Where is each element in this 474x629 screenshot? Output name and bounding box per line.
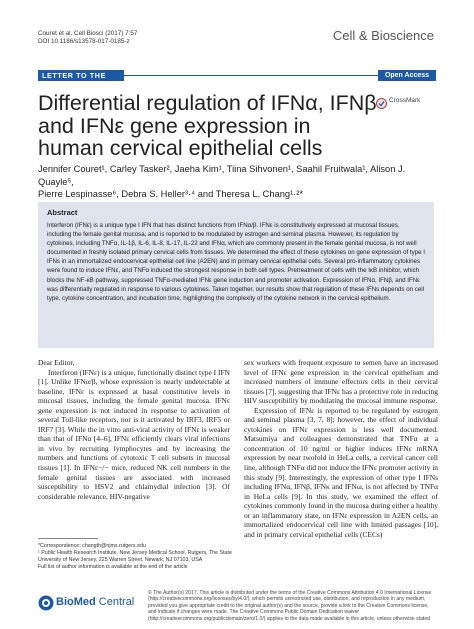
body-paragraph: Interferon (IFNε) is a unique, functionally distinct type I IFN [1]. Unlike IFNα/β, whose expression is nearly undetectable at baseline, IFNε is expressed at basal constitutive levels in mucosal tissues, including the female genital mucosa. IFNε gene expression is not induced in response to activation of several Toll-like receptors, nor is it activated by IRF3, IRF5 or IRF7 [3]. While the in vitro anti-viral activity of IFNε is weaker than that of IFNα [4–6], IFNε efficiently clears viral infections in vivo by recruiting lymphocytes and by increasing the numbers and functions of cytotoxic T cell subsets in mucosal tissues [1]. In IFNε−/− mice, reduced NK cell numbers in the female genital tissues are associated with increased susceptibility to HSV2 and chlamydial infection [3]. Of considerable relevance, HIV-negative — [38, 367, 230, 501]
publisher-name-rest: Central — [95, 596, 135, 608]
body-column-right — [244, 358, 438, 539]
footnotes — [38, 543, 238, 571]
article-title: Differential regulation of IFNα, IFNβ and IFNε gene expression in human cervical epithelial cells — [38, 91, 377, 160]
article-type-label: LETTER TO THE EDITOR — [38, 70, 124, 81]
affiliation-more-note: Full list of author information is available at the end of the article — [38, 564, 188, 570]
abstract-heading: Abstract — [47, 208, 78, 217]
open-access-badge: Open Access — [378, 70, 436, 81]
crossmark-button[interactable] — [376, 96, 436, 107]
footnote-divider — [38, 538, 98, 539]
publisher-name — [56, 596, 134, 608]
crossmark-label: CrossMark — [389, 97, 421, 104]
salutation: Dear Editor, — [38, 358, 75, 367]
publisher-logo — [38, 594, 148, 614]
author-line: Pierre Lespinasse⁶, Debra S. Heller³·⁴ and Theresa L. Chang¹·²* — [38, 189, 303, 199]
publisher-name-bold: BioMed — [56, 596, 96, 608]
author-line: Jennifer Couret¹, Carley Tasker², Jaeha Kim¹, Tiina Sihvonen¹, Saahil Fruitwala¹, Alison J. Quayle⁵, — [38, 164, 406, 187]
citation-info — [38, 30, 137, 46]
body-paragraph: Expression of IFNε is reported to be regulated by estrogen and seminal plasma [3, 7, 8]; however, the effect of individual cytokines on IFNε expression is less well documented. Matsumiya and colleagues demonstrated that TNFα at a concentration of 10 ng/ml or higher induces IFNε mRNA expression by near twofold in HeLa cells, a cervical cancer cell line, although TNFα did not induce the IFNε promoter activity in this study [9]. Interestingly, the expression of other type I IFNs including IFNα, IFNβ, IFNκ and IFNω, is not affected by TNFα in HeLa cells [9]. In this study, we examined the effect of cytokines commonly found in the mucosa during either a healthy or an inflammatory state, on IFNε expression in A2EN cells, an immortalized endocervical cell line with limited passages [10], and in primary cervical epithelial cells (CECs) — [244, 405, 438, 539]
body-column-left — [38, 358, 230, 501]
body-paragraph: sex workers with frequent exposure to semen have an increased level of IFNε gene expression in the cervical epithelium and increased numbers of immune effectors cells in their cervical tissues [7], suggesting that IFNε has a protective role in reducing HIV susceptibility by modulating the mucosal immune response. — [244, 358, 438, 406]
crossmark-icon — [376, 98, 387, 109]
author-list — [38, 163, 438, 201]
license-text: © The Author(s) 2017. This article is distributed under the terms of the Creative Commons Attribution 4.0 International License (http://creativecommons.org/licenses/by/4.0/), which permits unrestricted use, distribution, and reproduction in any medium, provided you give appropriate credit to the original author(s) and the source, provide a link to the Creative Commons license, and indicate if changes were made. The Creative Commons Public Domain Dedication waiver (http://creativecommons.org/publicdomain/zero/1.0/) applies to the data made available in this article, unless otherwise stated. — [148, 590, 432, 622]
article-type-banner — [38, 70, 436, 91]
abstract-text: Interferon (IFNε) is a unique type I IFN that has distinct functions from IFNα/β. IFNε is constitutively expressed at mucosal tissues, including the female genital mucosa, and is reported to be modulated by estrogen and seminal plasma. However, its regulation by cytokines, including TNFα, IL-1β, IL-6, IL-8, IL-17, IL-22 and IFNα, which are commonly present in the female genital mucosa, is not well documented in freshly isolated primary cervical cells from tissues. We determined the effect of these cytokines on gene expression of type I IFNs in an immortalized endocervical epithelial cell line (A2EN) and in primary cervical epithelial cells. Several pro-inflammatory cytokines were found to induce IFNε, and TNFα induced the strongest response in both cell types. Pretreatment of cells with the IκB inhibitor, which blocks the NF-κB pathway, suppressed TNFα-mediated IFNε gene induction and promoter activation. Expression of IFNα, IFNβ, and IFNε was differentially regulated in response to various cytokines. Taken together, our results show that regulation of these IFNs depends on cell type, cytokine concentration, and incubation time, highlighting the complexity of the cytokine network in the cervical epithelium. — [47, 222, 425, 302]
doi-line: DOI 10.1186/s13578-017-0185-z — [38, 38, 130, 45]
citation-line: Couret et al. Cell Biosci (2017) 7:57 — [38, 30, 138, 37]
biomed-central-icon — [38, 595, 54, 611]
abstract-box — [38, 202, 434, 348]
journal-name: Cell & Bioscience — [332, 28, 434, 43]
correspondence-note: *Correspondence: changth@njms.rutgers.edu — [38, 543, 146, 549]
affiliation-note: ¹ Public Health Research Institute, New Jersey Medical School, Rutgers, The State University of New Jersey, 225 Warren Street, Newark, NJ 07103, USA — [38, 550, 232, 563]
banner-rule — [124, 75, 378, 76]
